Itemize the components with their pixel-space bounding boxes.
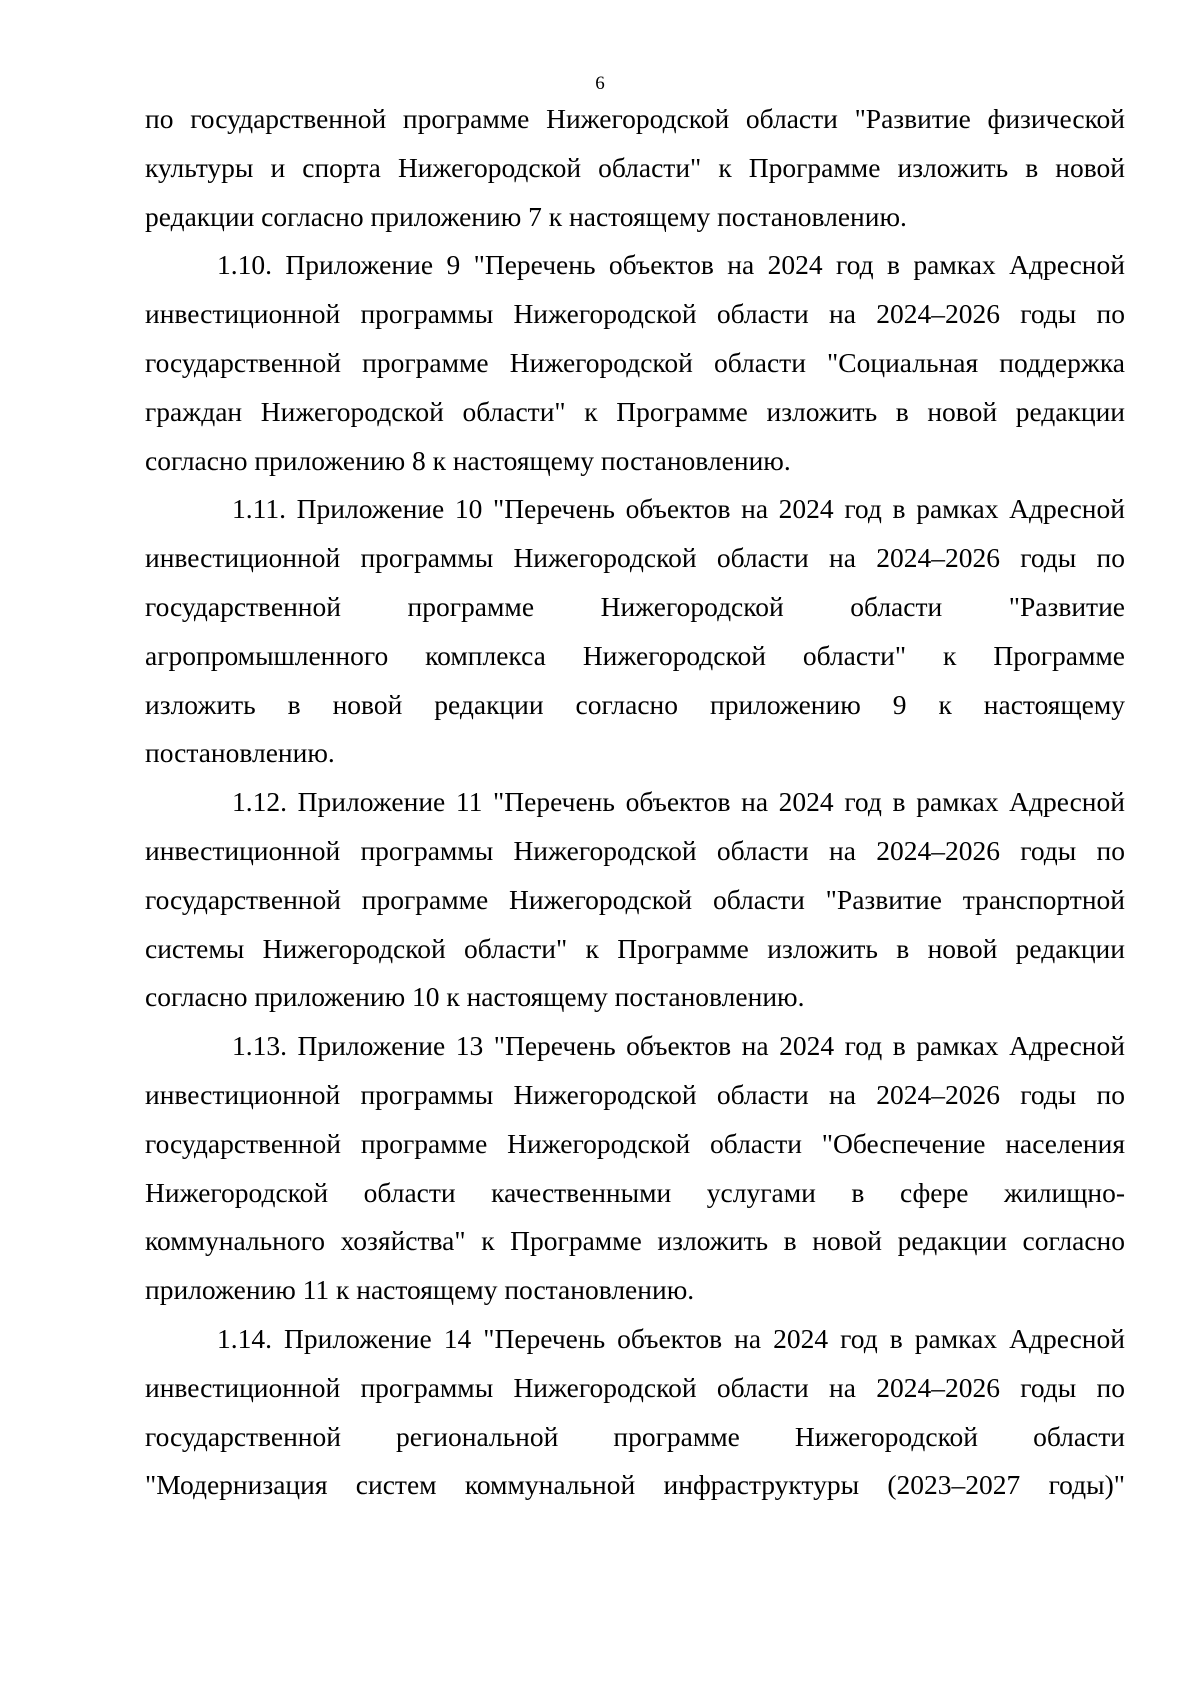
text-line: агропромышленного комплекса Нижегородской области" к Программе xyxy=(145,639,1125,671)
text-line: 1.10. Приложение 9 "Перечень объектов на 2024 год в рамках Адресной xyxy=(217,249,1125,281)
text-line: "Модернизация систем коммунальной инфраструктуры (2023–2027 годы)" xyxy=(145,1469,1125,1501)
paragraph-1-10 xyxy=(145,241,1125,485)
text-line: инвестиционной программы Нижегородской области на 2024–2026 годы по xyxy=(145,542,1125,574)
text-line: граждан Нижегородской области" к Программе изложить в новой редакции xyxy=(145,395,1125,427)
text-line: согласно приложению 10 к настоящему постановлению. xyxy=(145,981,805,1013)
text-line: Нижегородской области качественными услугами в сфере жилищно- xyxy=(145,1176,1125,1208)
text-line: инвестиционной программы Нижегородской области на 2024–2026 годы по xyxy=(145,834,1125,866)
text-line: по государственной программе Нижегородской области "Развитие физической xyxy=(145,103,1125,134)
text-line: государственной региональной программе Нижегородской области xyxy=(145,1420,1125,1452)
paragraph-1-12 xyxy=(145,778,1125,1022)
text-line: 1.11. Приложение 10 "Перечень объектов на 2024 год в рамках Адресной xyxy=(232,493,1125,525)
text-line: постановлению. xyxy=(145,737,335,769)
text-line: приложению 11 к настоящему постановлению. xyxy=(145,1274,695,1306)
text-line: 1.13. Приложение 13 "Перечень объектов на 2024 год в рамках Адресной xyxy=(232,1030,1125,1062)
text-line: культуры и спорта Нижегородской области" к Программе изложить в новой xyxy=(145,151,1125,183)
text-line: 1.14. Приложение 14 "Перечень объектов на 2024 год в рамках Адресной xyxy=(217,1322,1125,1354)
paragraph-1-11 xyxy=(145,485,1125,778)
paragraph-1-13 xyxy=(145,1022,1125,1315)
page-number: 6 xyxy=(595,73,605,94)
text-line: инвестиционной программы Нижегородской области на 2024–2026 годы по xyxy=(145,1371,1125,1403)
paragraph-continuation xyxy=(145,95,1125,241)
paragraph-1-14 xyxy=(145,1315,1125,1510)
text-line: согласно приложению 8 к настоящему постановлению. xyxy=(145,444,791,476)
text-line: государственной программе Нижегородской области "Развитие xyxy=(145,590,1125,622)
text-line: государственной программе Нижегородской области "Развитие транспортной xyxy=(145,883,1125,915)
text-line: государственной программе Нижегородской области "Социальная поддержка xyxy=(145,346,1125,378)
text-line: редакции согласно приложению 7 к настоящему постановлению. xyxy=(145,200,907,232)
text-line: изложить в новой редакции согласно приложению 9 к настоящему xyxy=(145,688,1125,720)
text-line: инвестиционной программы Нижегородской области на 2024–2026 годы по xyxy=(145,1078,1125,1110)
text-line: системы Нижегородской области" к Программе изложить в новой редакции xyxy=(145,932,1125,964)
text-line: 1.12. Приложение 11 "Перечень объектов на 2024 год в рамках Адресной xyxy=(232,786,1125,818)
text-line: государственной программе Нижегородской области "Обеспечение населения xyxy=(145,1127,1125,1159)
text-line: инвестиционной программы Нижегородской области на 2024–2026 годы по xyxy=(145,298,1125,330)
document-body xyxy=(145,95,1125,1510)
text-line: коммунального хозяйства" к Программе изложить в новой редакции согласно xyxy=(145,1225,1125,1257)
